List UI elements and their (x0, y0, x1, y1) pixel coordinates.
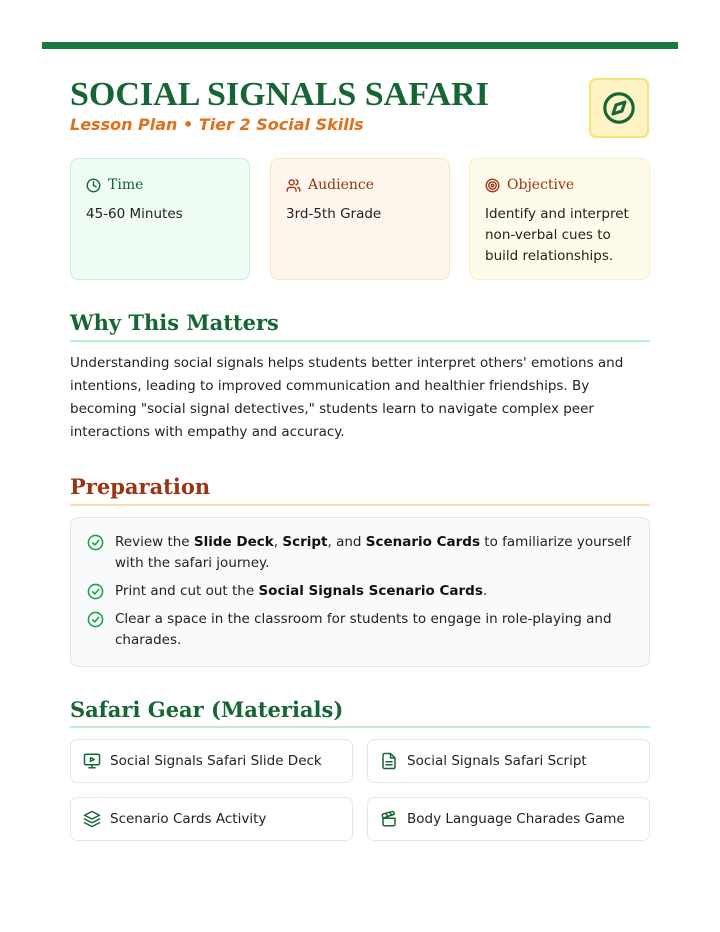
materials-heading: Safari Gear (Materials) (70, 697, 344, 722)
preparation-divider (70, 504, 650, 506)
time-card (70, 158, 250, 280)
page-title: SOCIAL SIGNALS SAFARI (70, 76, 489, 113)
material-charades-game[interactable] (367, 797, 650, 841)
objective-card (469, 158, 650, 280)
layers-icon (83, 810, 101, 828)
materials-divider (70, 726, 650, 728)
why-body: Understanding social signals helps students better interpret others' emotions and intentions, leading to improved communication and healthier friendships. By becoming "social signal detectives," students learn to navigate complex peer interactions with empathy and accuracy. (70, 355, 624, 440)
prep-text: , (273, 534, 283, 550)
compass-badge (589, 78, 649, 138)
material-label: Social Signals Safari Script (407, 753, 587, 769)
preparation-item (87, 532, 637, 574)
material-label: Scenario Cards Activity (110, 811, 267, 827)
prep-text: , and (327, 534, 366, 550)
prep-text: . (482, 583, 488, 599)
material-slide-deck[interactable] (70, 739, 353, 783)
users-icon (286, 178, 301, 193)
check-circle-icon (87, 611, 104, 628)
objective-value: Identify and interpret non-verbal cues to build relationships. (485, 206, 629, 264)
check-circle-icon (87, 534, 104, 551)
prep-text: Print and cut out the (115, 583, 259, 599)
time-value: 45-60 Minutes (86, 206, 183, 222)
target-icon (485, 178, 500, 193)
why-divider (70, 340, 650, 342)
audience-card (270, 158, 450, 280)
prep-bold: Script (282, 534, 328, 550)
material-label: Social Signals Safari Slide Deck (110, 753, 322, 769)
document-icon (380, 752, 398, 770)
presentation-icon (83, 752, 101, 770)
audience-label: Audience (308, 177, 374, 193)
prep-text: Clear a space in the classroom for students to engage in role-playing and charades. (115, 611, 612, 648)
prep-bold: Slide Deck (193, 534, 274, 550)
prep-text: to familiarize yourself with the safari journey. (115, 534, 632, 571)
top-accent-bar (42, 42, 678, 49)
page-subtitle: Lesson Plan • Tier 2 Social Skills (70, 115, 364, 134)
prep-bold: Social Signals Scenario Cards (258, 583, 483, 599)
clock-icon (86, 178, 101, 193)
why-heading: Why This Matters (70, 310, 279, 335)
time-label: Time (108, 177, 144, 193)
objective-label: Objective (507, 177, 575, 193)
preparation-list (70, 517, 650, 667)
preparation-item (87, 581, 637, 602)
material-scenario-cards[interactable] (70, 797, 353, 841)
prep-bold: Scenario Cards (365, 534, 481, 550)
material-script[interactable] (367, 739, 650, 783)
compass-icon (602, 91, 636, 125)
prep-text: Review the (115, 534, 194, 550)
preparation-item (87, 609, 637, 651)
clapperboard-icon (380, 810, 398, 828)
preparation-heading: Preparation (70, 474, 211, 499)
check-circle-icon (87, 583, 104, 600)
material-label: Body Language Charades Game (407, 811, 625, 827)
audience-value: 3rd-5th Grade (286, 206, 382, 222)
